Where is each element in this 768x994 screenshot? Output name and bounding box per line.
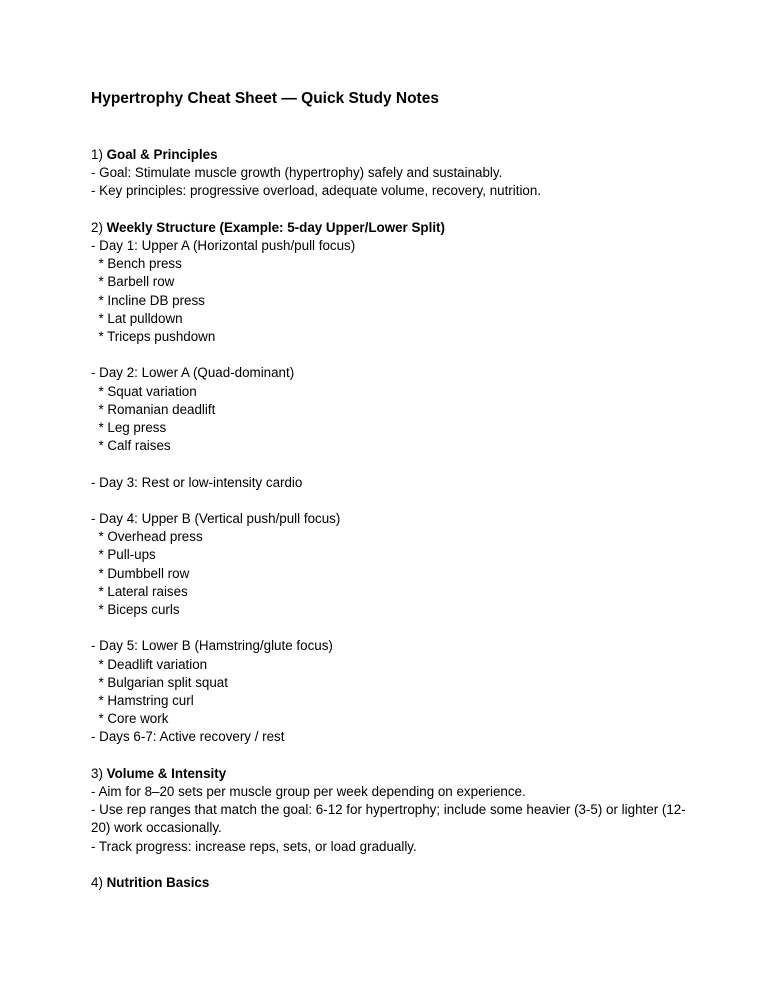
spacer: [91, 619, 691, 637]
section-title: Goal & Principles: [106, 147, 218, 162]
exercise-item: * Hamstring curl: [91, 693, 194, 709]
exercise-item: * Lat pulldown: [91, 310, 183, 326]
exercise-item: * Dumbbell row: [91, 565, 190, 581]
section-heading-goal: [91, 146, 691, 164]
exercise-item: * Squat variation: [91, 383, 197, 399]
document-body: [91, 146, 691, 892]
section-number: 1): [91, 147, 107, 162]
exercise-item: * Barbell row: [91, 274, 175, 290]
section-heading-nutrition: [91, 874, 691, 892]
exercise-item: * Triceps pushdown: [91, 329, 216, 345]
exercise-item: * Overhead press: [91, 529, 203, 545]
spacer: [91, 747, 691, 765]
spacer: [91, 856, 691, 874]
text-line: - Key principles: progressive overload, adequate volume, recovery, nutrition.: [91, 183, 542, 199]
text-line: - Aim for 8–20 sets per muscle group per week depending on experience.: [91, 784, 526, 800]
day-label: - Day 1: Upper A (Horizontal push/pull focus): [91, 238, 356, 253]
section-title: Nutrition Basics: [106, 875, 210, 891]
day-label: - Day 5: Lower B (Hamstring/glute focus): [91, 638, 333, 654]
text-line: - Use rep ranges that match the goal: 6-12 for hypertrophy; include some heavier (3-5) or lighter (12-20) work occasionally.: [91, 802, 686, 836]
day-label: - Day 2: Lower A (Quad-dominant): [91, 365, 295, 381]
exercise-item: * Biceps curls: [91, 602, 180, 618]
spacer: [91, 455, 691, 473]
exercise-item: * Bench press: [91, 256, 182, 272]
section-number: 3): [91, 765, 107, 781]
day-label: - Day 3: Rest or low-intensity cardio: [91, 474, 303, 490]
exercise-item: * Deadlift variation: [91, 656, 208, 672]
exercise-item: * Calf raises: [91, 438, 171, 454]
exercise-item: * Incline DB press: [91, 292, 205, 308]
text-line: - Goal: Stimulate muscle growth (hypertrophy) safely and sustainably.: [91, 165, 503, 181]
exercise-item: * Pull-ups: [91, 547, 156, 563]
spacer: [91, 492, 691, 510]
section-heading-weekly: [91, 219, 691, 237]
exercise-item: * Leg press: [91, 420, 167, 436]
spacer: [91, 346, 691, 364]
exercise-item: * Romanian deadlift: [91, 401, 216, 417]
section-number: 4): [91, 875, 107, 891]
section-number: 2): [91, 219, 107, 235]
spacer: [91, 201, 691, 219]
text-line: - Track progress: increase reps, sets, or load gradually.: [91, 838, 417, 854]
exercise-item: * Bulgarian split squat: [91, 674, 228, 690]
day-label: - Day 4: Upper B (Vertical push/pull focus): [91, 511, 341, 526]
section-heading-volume: [91, 765, 691, 783]
exercise-item: * Core work: [91, 711, 169, 727]
section-title: Volume & Intensity: [106, 765, 227, 781]
exercise-item: * Lateral raises: [91, 583, 188, 599]
document-title: Hypertrophy Cheat Sheet — Quick Study Notes: [91, 90, 439, 107]
section-title: Weekly Structure (Example: 5-day Upper/Lower Split): [106, 219, 445, 235]
day-label: - Days 6-7: Active recovery / rest: [91, 729, 285, 745]
